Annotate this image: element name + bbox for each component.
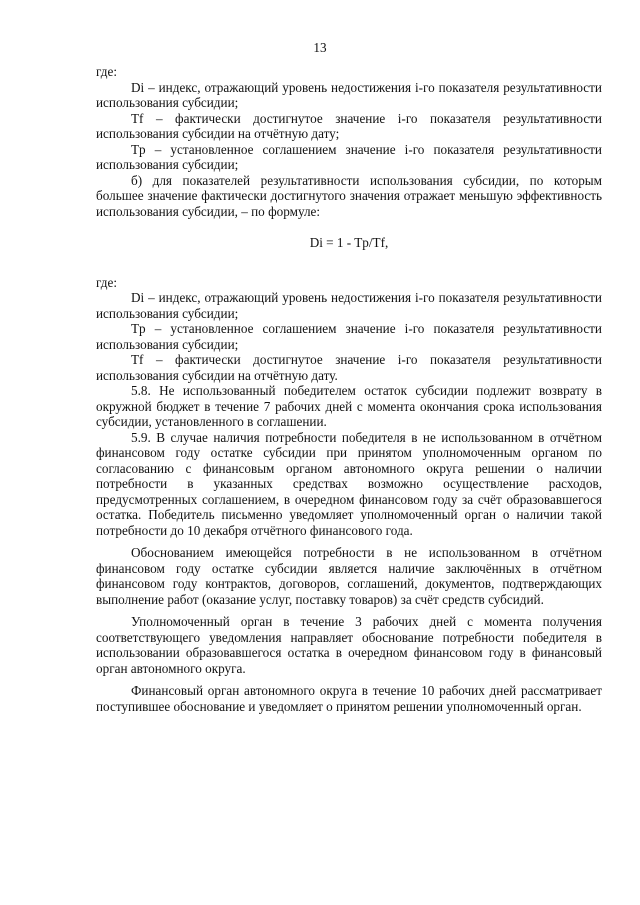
definition-tf: Tf – фактически достигнутое значение i-го показателя результативности использования субсидии на отчётную дату.: [96, 352, 602, 383]
definition-tp: Tp – установленное соглашением значение i-го показателя результативности использования субсидии;: [96, 321, 602, 352]
paragraph-financial-body: Финансовый орган автономного округа в течение 10 рабочих дней рассматривает поступившее обоснование и уведомляет о принятом решении уполномоченный орган.: [96, 683, 602, 714]
where-label: где:: [96, 64, 117, 79]
paragraph-authorized-body: Уполномоченный орган в течение 3 рабочих дней с момента получения соответствующего уведомления направляет обоснование потребности победителя в использовании образовавшегося остатка в очередном финансовом году в финансовый орган автономного округа.: [96, 614, 602, 676]
clause-5-8: 5.8. Не использованный победителем остаток субсидии подлежит возврату в окружной бюджет в течение 7 рабочих дней с момента окончания срока использования субсидии, установленного в соглашении.: [96, 383, 602, 429]
formula: Di = 1 - Tp/Tf,: [309, 235, 389, 250]
definition-tp: Tp – установленное соглашением значение i-го показателя результативности использования субсидии;: [96, 141, 602, 172]
paragraph-justification: Обоснованием имеющейся потребности в не использованном в отчётном финансовом году остатке субсидии является наличие заключённых в отчётном финансовом году контрактов, договоров, соглашений, документов, подтверждающих выполнение работ (оказание услуг, поставку товаров) за счёт средств субсидий.: [96, 545, 602, 607]
page-number: 13: [313, 40, 327, 55]
clause-5-9: 5.9. В случае наличия потребности победителя в не использованном в отчётном финансовом году остатке субсидии при принятом уполномоченным органом по согласованию с финансовым органом автономного округа решении о наличии потребности в указанных средствах возможно осуществление расходов, предусмотренных соглашением, в очередном финансовом году за счёт образовавшегося остатка. Победитель письменно уведомляет уполномоченный орган о наличии такой потребности до 10 декабря отчётного финансового года.: [96, 429, 602, 538]
definition-di: Di – индекс, отражающий уровень недостижения i-го показателя результативности использования субсидии;: [96, 290, 602, 321]
subclause-b: б) для показателей результативности использования субсидии, по которым большее значение фактически достигнутого значения отражает меньшую эффективность использования субсидии, – по формуле:: [96, 172, 602, 219]
document-body: [96, 64, 602, 714]
definition-tf: Tf – фактически достигнутое значение i-го показателя результативности использования субсидии на отчётную дату;: [96, 110, 602, 141]
where-label: где:: [96, 274, 117, 290]
definition-di: Di – индекс, отражающий уровень недостижения i-го показателя результативности использования субсидии;: [96, 79, 602, 110]
